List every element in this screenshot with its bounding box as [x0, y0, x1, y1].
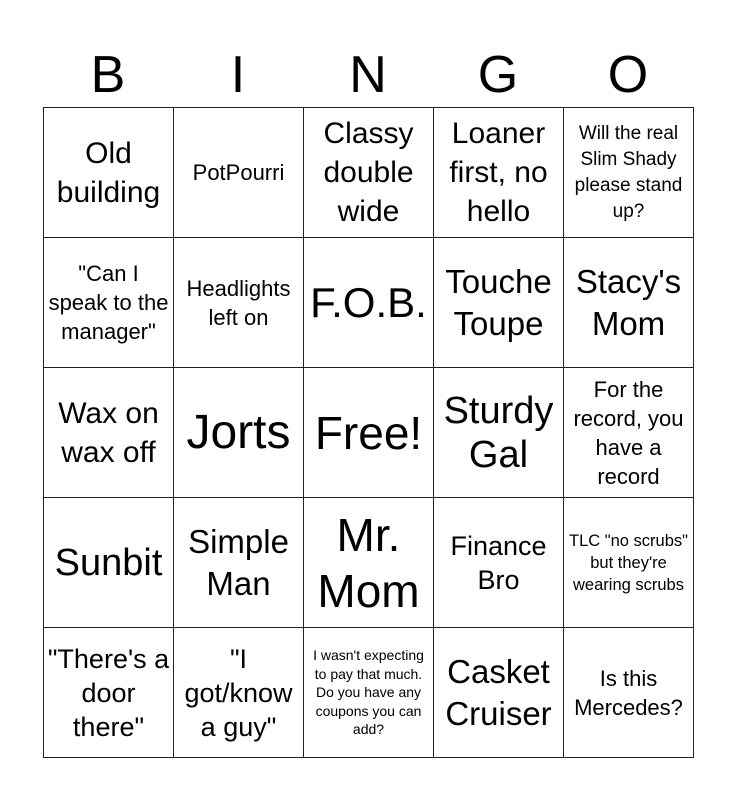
header-letter-b: B	[90, 46, 126, 104]
bingo-cell[interactable]	[44, 628, 174, 758]
cell-text: Headlights left on	[186, 275, 291, 330]
bingo-cell[interactable]	[174, 498, 304, 628]
bingo-cell[interactable]	[174, 238, 304, 368]
bingo-cell[interactable]	[44, 108, 174, 238]
bingo-cell[interactable]	[564, 368, 694, 498]
bingo-cell[interactable]	[434, 368, 564, 498]
bingo-cell[interactable]	[564, 498, 694, 628]
cell-text: Will the real Slim Shady please stand up?	[574, 122, 683, 222]
cell-text: Mr. Mom	[317, 508, 420, 617]
cell-text: Free!	[314, 406, 423, 459]
cell-text: Is this Mercedes?	[574, 665, 683, 720]
board-row	[44, 628, 694, 758]
header-letter-o: O	[607, 46, 649, 104]
bingo-cell[interactable]	[304, 238, 434, 368]
bingo-cell[interactable]	[564, 238, 694, 368]
bingo-cell[interactable]	[304, 498, 434, 628]
cell-text: Stacy's Mom	[575, 262, 682, 342]
bingo-cell[interactable]	[44, 368, 174, 498]
bingo-cell[interactable]	[44, 238, 174, 368]
bingo-board	[43, 107, 694, 758]
bingo-cell[interactable]	[564, 108, 694, 238]
cell-text: F.O.B.	[310, 278, 427, 326]
cell-text: Wax on wax off	[58, 396, 159, 469]
cell-text: "I got/know a guy"	[184, 643, 293, 742]
bingo-cell[interactable]	[434, 238, 564, 368]
bingo-cell[interactable]	[44, 498, 174, 628]
bingo-cell[interactable]	[174, 108, 304, 238]
bingo-cell[interactable]	[434, 498, 564, 628]
cell-text: Casket Cruiser	[445, 652, 552, 732]
bingo-header	[43, 44, 693, 106]
cell-text: Touche Toupe	[445, 262, 552, 342]
cell-text: For the record, you have a record	[573, 376, 684, 489]
board-row	[44, 498, 694, 628]
bingo-cell[interactable]	[174, 628, 304, 758]
cell-text: Finance Bro	[450, 530, 547, 595]
cell-text: Jorts	[186, 405, 291, 459]
bingo-cell[interactable]	[564, 628, 694, 758]
header-letter-i: I	[230, 46, 246, 104]
cell-text: Old building	[56, 136, 161, 209]
board-row	[44, 108, 694, 238]
cell-text: I wasn't expecting to pay that much. Do you have any coupons you can add?	[313, 647, 424, 738]
cell-text: PotPourri	[192, 160, 285, 185]
bingo-cell[interactable]	[304, 108, 434, 238]
cell-text: Simple Man	[188, 522, 289, 602]
header-letter-n: N	[349, 46, 387, 104]
bingo-cell[interactable]	[174, 368, 304, 498]
header-letter-g: G	[477, 46, 519, 104]
cell-text: Classy double wide	[323, 117, 414, 228]
cell-text: Loaner first, no hello	[449, 117, 548, 228]
cell-text: TLC "no scrubs" but they're wearing scrubs	[568, 531, 688, 594]
bingo-cell[interactable]	[434, 628, 564, 758]
cell-text: "Can I speak to the manager"	[48, 261, 169, 344]
bingo-cell free-space[interactable]	[304, 368, 434, 498]
board-row	[44, 368, 694, 498]
board-row	[44, 238, 694, 368]
cell-text: Sunbit	[54, 541, 163, 584]
bingo-cell[interactable]	[304, 628, 434, 758]
cell-text: "There's a door there"	[47, 643, 170, 742]
bingo-cell[interactable]	[434, 108, 564, 238]
cell-text: Sturdy Gal	[443, 389, 554, 476]
